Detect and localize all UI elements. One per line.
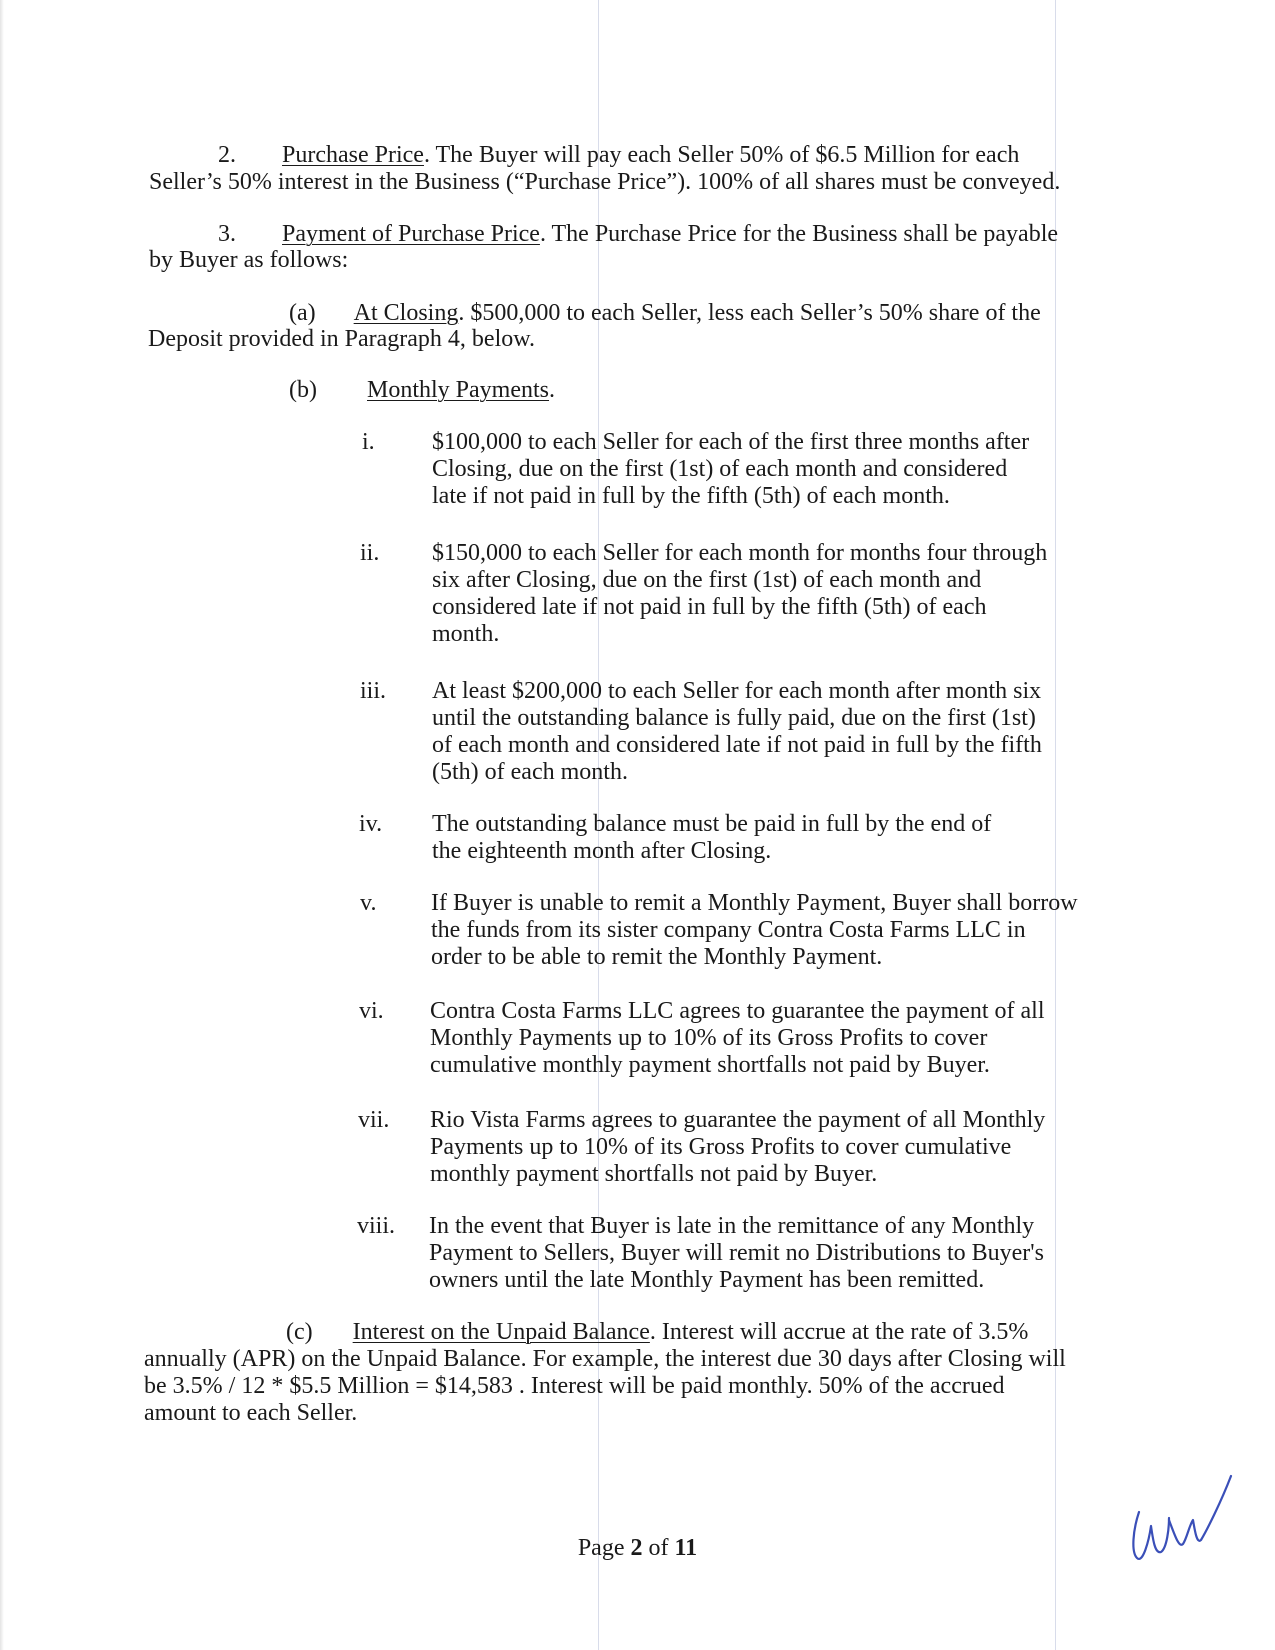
item-line: In the event that Buyer is late in the remittance of any Monthly: [429, 1213, 1035, 1239]
item-line: The outstanding balance must be paid in full by the end of: [432, 811, 992, 837]
section-3-line-2: by Buyer as follows:: [149, 247, 349, 273]
item-number: iii.: [360, 678, 387, 704]
para-c-line-3: be 3.5% / 12 * $5.5 Million = $14,583 . Interest will be paid monthly. 50% of the accrued: [144, 1373, 1005, 1399]
item-line: six after Closing, due on the first (1st) of each month and: [432, 567, 982, 593]
item-line: cumulative monthly payment shortfalls not paid by Buyer.: [430, 1052, 990, 1078]
para-c-line-1: [286, 1318, 1028, 1346]
page-number-footer: [0, 1534, 1275, 1562]
para-text: . Interest will accrue at the rate of 3.5%: [649, 1319, 1029, 1345]
item-line: (5th) of each month.: [432, 759, 628, 785]
item-number: i.: [362, 429, 375, 455]
item-number: vi.: [359, 998, 384, 1024]
item-line: Payment to Sellers, Buyer will remit no Distributions to Buyer's: [429, 1240, 1044, 1266]
item-line: At least $200,000 to each Seller for each month after month six: [432, 678, 1042, 704]
item-line: month.: [432, 621, 500, 647]
handwritten-initials: [1125, 1440, 1235, 1570]
para-text: . $500,000 to each Seller, less each Seller’s 50% share of the: [458, 300, 1041, 326]
para-label: (c): [286, 1319, 313, 1345]
item-line: Contra Costa Farms LLC agrees to guarantee the payment of all: [430, 998, 1045, 1024]
item-line: owners until the late Monthly Payment has been remitted.: [429, 1267, 985, 1293]
section-heading: Purchase Price: [282, 142, 424, 168]
item-line: monthly payment shortfalls not paid by Buyer.: [430, 1161, 878, 1187]
section-text: . The Buyer will pay each Seller 50% of $6.5 Million for each: [423, 142, 1020, 168]
section-number: 3.: [218, 221, 236, 247]
item-line: until the outstanding balance is fully paid, due on the first (1st): [432, 705, 1036, 731]
para-b-label: (b): [289, 377, 317, 403]
item-number: ii.: [360, 540, 380, 566]
item-line: of each month and considered late if not paid in full by the fifth: [432, 732, 1042, 758]
footer-of: of: [642, 1535, 675, 1561]
section-heading: Payment of Purchase Price: [282, 221, 540, 247]
item-line: the funds from its sister company Contra Costa Farms LLC in: [431, 917, 1026, 943]
section-2-line-2: Seller’s 50% interest in the Business (“Purchase Price”). 100% of all shares must be conveyed.: [149, 169, 1061, 195]
para-a-line-2: Deposit provided in Paragraph 4, below.: [148, 326, 536, 352]
item-line: Closing, due on the first (1st) of each month and considered: [432, 456, 1008, 482]
item-line: the eighteenth month after Closing.: [432, 838, 772, 864]
para-c-line-2: annually (APR) on the Unpaid Balance. For example, the interest due 30 days after Closing will: [144, 1346, 1066, 1372]
current-page: 2: [630, 1535, 643, 1561]
para-heading: Interest on the Unpaid Balance: [352, 1319, 650, 1345]
item-line: considered late if not paid in full by the fifth (5th) of each: [432, 594, 987, 620]
footer-prefix: Page: [577, 1535, 631, 1561]
item-line: $100,000 to each Seller for each of the first three months after: [432, 429, 1030, 455]
section-number: 2.: [218, 142, 236, 168]
item-line: late if not paid in full by the fifth (5th) of each month.: [432, 483, 950, 509]
item-line: If Buyer is unable to remit a Monthly Payment, Buyer shall borrow: [431, 890, 1078, 916]
section-text: . The Purchase Price for the Business shall be payable: [539, 221, 1059, 247]
item-number: v.: [360, 890, 377, 916]
item-line: $150,000 to each Seller for each month for months four through: [432, 540, 1048, 566]
page-edge: [0, 0, 4, 1650]
item-line: order to be able to remit the Monthly Payment.: [431, 944, 883, 970]
para-trail: .: [549, 377, 556, 403]
section-3-line-1: [218, 220, 1058, 248]
section-2-line-1: [218, 141, 1019, 169]
para-heading: Monthly Payments: [367, 377, 550, 403]
total-pages: 11: [674, 1535, 698, 1561]
item-number: iv.: [359, 811, 383, 837]
item-number: vii.: [358, 1107, 390, 1133]
item-line: Rio Vista Farms agrees to guarantee the payment of all Monthly: [430, 1107, 1046, 1133]
para-a-line-1: [289, 299, 1041, 327]
para-label: (a): [289, 300, 316, 326]
item-line: Monthly Payments up to 10% of its Gross Profits to cover: [430, 1025, 988, 1051]
para-heading: At Closing: [353, 300, 459, 326]
para-b-heading: [367, 376, 555, 404]
item-line: Payments up to 10% of its Gross Profits to cover cumulative: [430, 1134, 1012, 1160]
item-number: viii.: [357, 1213, 396, 1239]
para-c-line-4: amount to each Seller.: [144, 1400, 358, 1426]
